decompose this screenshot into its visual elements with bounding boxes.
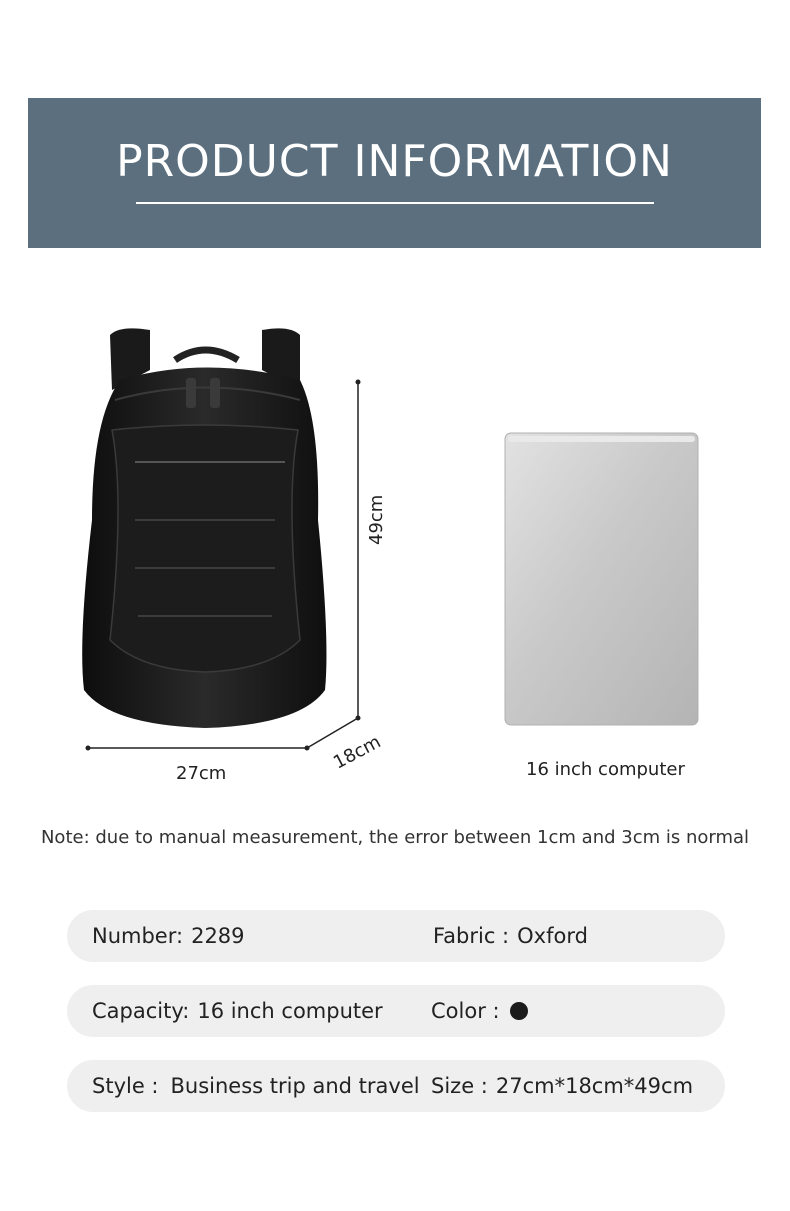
fabric-label: Fabric : — [433, 924, 510, 948]
fabric-field — [433, 910, 588, 962]
number-value: 2289 — [191, 924, 245, 948]
width-label: 27cm — [176, 763, 227, 784]
width-dimension-line — [86, 746, 310, 751]
number-field — [92, 910, 245, 962]
size-value: 27cm*18cm*49cm — [495, 1074, 694, 1098]
capacity-label: Capacity: — [92, 999, 190, 1023]
backpack-image — [82, 328, 326, 728]
number-label: Number: — [92, 924, 184, 948]
capacity-field — [92, 985, 383, 1037]
color-label: Color : — [431, 999, 500, 1023]
fabric-value: Oxford — [517, 924, 588, 948]
style-field — [92, 1060, 420, 1112]
style-value: Business trip and travel — [170, 1074, 420, 1098]
style-label: Style : — [92, 1074, 159, 1098]
depth-label: 18cm — [330, 731, 385, 774]
height-label: 49cm — [366, 494, 387, 545]
color-field — [431, 985, 528, 1037]
color-swatch-icon — [510, 1002, 528, 1020]
size-field — [431, 1060, 693, 1112]
height-dimension-line — [356, 380, 361, 721]
laptop-caption: 16 inch computer — [526, 759, 685, 780]
page-title: PRODUCT INFORMATION — [116, 136, 673, 187]
capacity-value: 16 inch computer — [197, 999, 383, 1023]
size-label: Size : — [431, 1074, 488, 1098]
spec-row-number — [67, 910, 725, 962]
measurement-note: Note: due to manual measurement, the error between 1cm and 3cm is normal — [40, 827, 750, 848]
spec-row-style — [67, 1060, 725, 1112]
laptop-image — [505, 433, 698, 725]
spec-row-capacity — [67, 985, 725, 1037]
